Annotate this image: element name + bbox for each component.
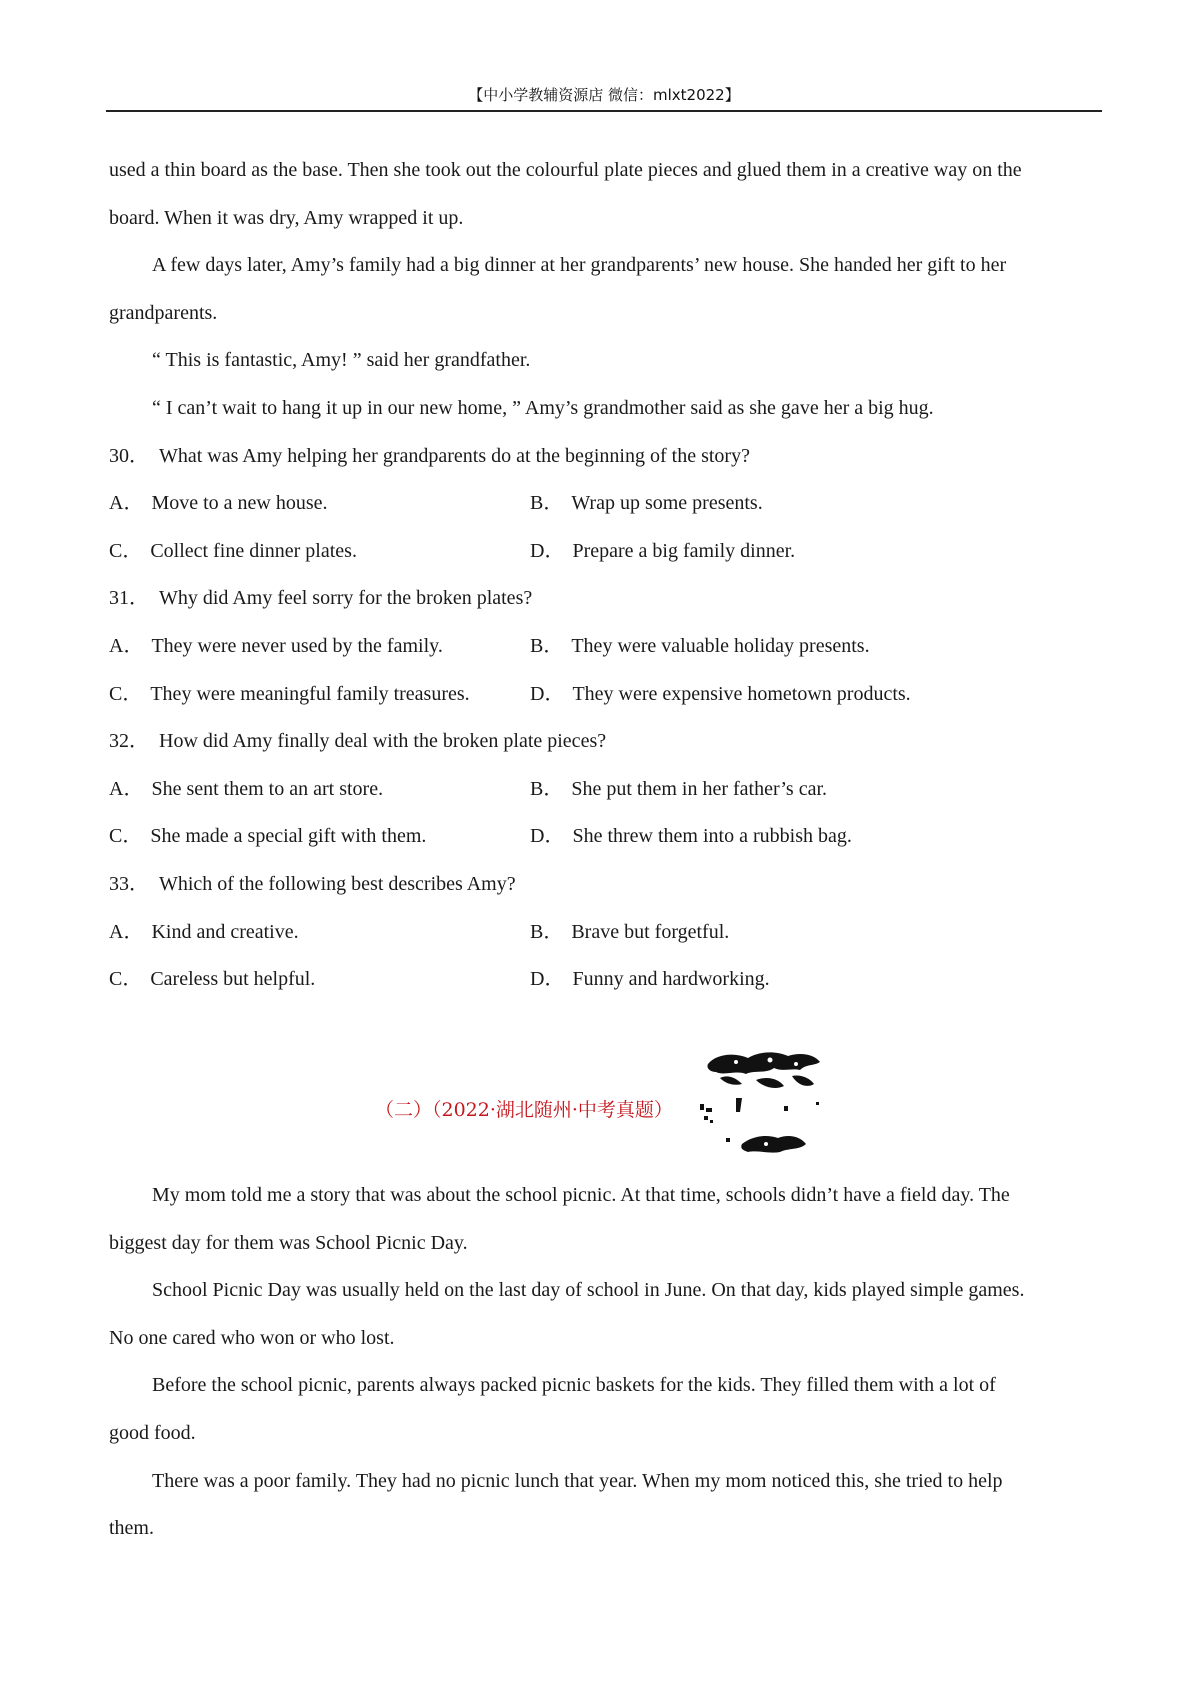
option-c[interactable] — [109, 956, 530, 1004]
option-a[interactable] — [109, 623, 530, 671]
option-b[interactable] — [530, 623, 870, 671]
passage-line: “ I can’t wait to hang it up in our new home, ” Amy’s grandmother said as she gave her a big hug. — [152, 396, 934, 419]
option-a[interactable] — [109, 766, 530, 814]
question-text: What was Amy helping her grandparents do at the beginning of the story? — [159, 444, 750, 467]
option-letter: A． — [109, 492, 144, 515]
passage-line: grandparents. — [109, 301, 218, 324]
option-a[interactable] — [109, 480, 530, 528]
passage-line: them. — [109, 1517, 154, 1540]
scribble-stamp-image — [696, 1050, 836, 1162]
option-letter: C． — [109, 682, 143, 705]
option-letter: C． — [109, 539, 143, 562]
options-row — [109, 813, 1099, 861]
option-text: She sent them to an art store. — [151, 777, 384, 800]
option-c[interactable] — [109, 528, 530, 576]
option-letter: B． — [530, 920, 564, 943]
option-letter: D． — [530, 539, 565, 562]
option-d[interactable] — [530, 671, 911, 719]
passage-2 — [109, 1172, 1099, 1553]
options-row — [109, 528, 1099, 576]
option-letter: D． — [530, 682, 565, 705]
question-text: How did Amy finally deal with the broken plate pieces? — [159, 730, 607, 753]
passage-line: “ This is fantastic, Amy! ” said her grandfather. — [152, 349, 531, 372]
question-33 — [109, 861, 1099, 909]
option-letter: D． — [530, 825, 565, 848]
option-c[interactable] — [109, 813, 530, 861]
option-text: She threw them into a rubbish bag. — [572, 825, 852, 848]
option-text: Move to a new house. — [151, 492, 328, 515]
question-30 — [109, 433, 1099, 481]
question-text: Why did Amy feel sorry for the broken plates? — [159, 587, 533, 610]
option-letter: B． — [530, 777, 564, 800]
question-31 — [109, 575, 1099, 623]
option-letter: D． — [530, 968, 565, 991]
passage-line: No one cared who won or who lost. — [109, 1326, 395, 1349]
option-letter: A． — [109, 777, 144, 800]
passage-line: board. When it was dry, Amy wrapped it up. — [109, 206, 464, 229]
options-row — [109, 480, 1099, 528]
option-b[interactable] — [530, 480, 763, 528]
option-text: Careless but helpful. — [150, 968, 316, 991]
question-number: 31． — [109, 587, 149, 610]
options-row — [109, 909, 1099, 957]
option-text: Funny and hardworking. — [572, 968, 770, 991]
question-text: Which of the following best describes Amy? — [159, 872, 516, 895]
option-b[interactable] — [530, 909, 729, 957]
passage-line: Before the school picnic, parents always packed picnic baskets for the kids. They filled them with a lot of — [152, 1374, 996, 1397]
option-d[interactable] — [530, 813, 852, 861]
section-title: （二）（2022·湖北随州·中考真题） — [375, 1099, 673, 1121]
option-d[interactable] — [530, 528, 795, 576]
option-text: Wrap up some presents. — [571, 492, 763, 515]
option-letter: C． — [109, 968, 143, 991]
option-letter: B． — [530, 492, 564, 515]
header-divider — [106, 110, 1102, 112]
option-text: She put them in her father’s car. — [571, 777, 828, 800]
question-32 — [109, 718, 1099, 766]
passage-line: biggest day for them was School Picnic Day. — [109, 1231, 468, 1254]
passage-line: used a thin board as the base. Then she took out the colourful plate pieces and glued them in a creative way on the — [109, 159, 1022, 181]
options-row — [109, 671, 1099, 719]
question-number: 33． — [109, 872, 149, 895]
options-row — [109, 956, 1099, 1004]
passage-1 — [109, 147, 1099, 1004]
options-row — [109, 766, 1099, 814]
passage-line: There was a poor family. They had no picnic lunch that year. When my mom noticed this, she tried to help — [152, 1469, 1003, 1492]
option-text: They were expensive hometown products. — [572, 682, 911, 705]
options-row — [109, 623, 1099, 671]
option-letter: C． — [109, 825, 143, 848]
option-text: They were meaningful family treasures. — [150, 682, 470, 705]
question-number: 32． — [109, 730, 149, 753]
option-text: She made a special gift with them. — [150, 825, 427, 848]
option-c[interactable] — [109, 671, 530, 719]
passage-line: good food. — [109, 1421, 196, 1444]
option-letter: A． — [109, 634, 144, 657]
option-text: They were never used by the family. — [151, 634, 443, 657]
option-d[interactable] — [530, 956, 770, 1004]
option-text: Prepare a big family dinner. — [572, 539, 796, 562]
option-letter: B． — [530, 634, 564, 657]
option-b[interactable] — [530, 766, 827, 814]
option-text: They were valuable holiday presents. — [571, 634, 870, 657]
passage-line: My mom told me a story that was about the school picnic. At that time, schools didn’t have a field day. The — [152, 1184, 1010, 1206]
page-header: 【中小学教辅资源店 微信：mlxt2022】 — [468, 86, 740, 104]
option-a[interactable] — [109, 909, 530, 957]
option-text: Brave but forgetful. — [571, 920, 730, 943]
passage-line: School Picnic Day was usually held on the last day of school in June. On that day, kids played simple games. — [152, 1279, 1025, 1302]
option-letter: A． — [109, 920, 144, 943]
question-number: 30． — [109, 444, 149, 467]
option-text: Collect fine dinner plates. — [150, 539, 357, 562]
passage-line: A few days later, Amy’s family had a big dinner at her grandparents’ new house. She handed her gift to her — [152, 254, 1007, 277]
option-text: Kind and creative. — [151, 920, 299, 943]
